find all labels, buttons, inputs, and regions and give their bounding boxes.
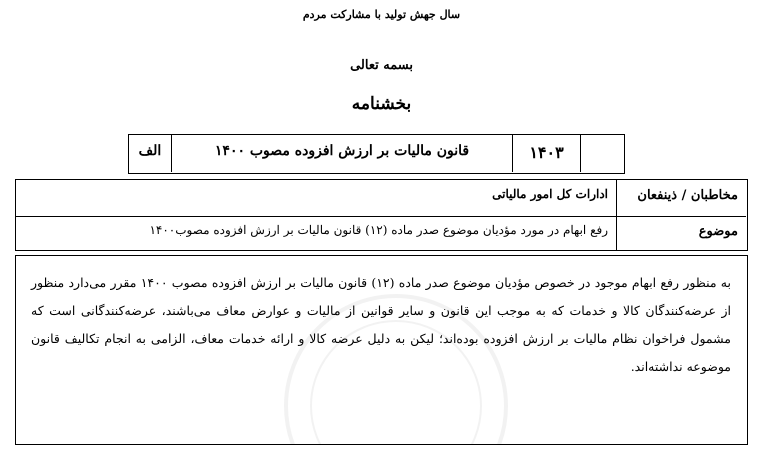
circular-info-table [15, 179, 748, 251]
circular-number: ۱۴۰۳ [512, 135, 580, 172]
audience-label: مخاطبان / ذینفعان [616, 180, 746, 216]
header-empty-cell [580, 135, 625, 172]
basmala-heading: بسمه تعالی [350, 58, 413, 73]
circular-header-table [128, 134, 625, 174]
subject-label: موضوع [616, 216, 746, 250]
audience-value: ادارات کل امور مالیاتی [492, 187, 608, 201]
subject-row [16, 216, 746, 250]
subject-value: رفع ابهام در مورد مؤدیان موضوع صدر ماده (۱۲) قانون مالیات بر ارزش افزوده مصوب۱۴۰۰ [149, 223, 608, 237]
circular-title: قانون مالیات بر ارزش افزوده مصوب ۱۴۰۰ [171, 135, 512, 172]
circular-body-text: به منظور رفع ابهام موجود در خصوص مؤدیان موضوع صدر ماده (۱۲) قانون مالیات بر ارزش افزوده مصوب ۱۴۰۰ مقرر می‌دارد منظور از عرضه‌کنندگان کالا و خدمات که به موجب این قانون و سایر قوانین از مالیات و عوارض معاف می‌باشند، عرضه‌کنندگانی است که مشمول فراخوان نظام مالیات بر ارزش افزوده بوده‌اند؛ لیکن به دلیل عرضه کالا و ارائه خدمات معاف، الزامی به انجام تکالیف قانون موضوعه نداشته‌اند. [31, 275, 731, 374]
document-type-title: بخشنامه [351, 94, 412, 114]
year-slogan: سال جهش تولید با مشارکت مردم [302, 8, 461, 21]
circular-body [15, 255, 748, 445]
audience-row [16, 180, 746, 217]
circular-version: الف [138, 143, 162, 159]
